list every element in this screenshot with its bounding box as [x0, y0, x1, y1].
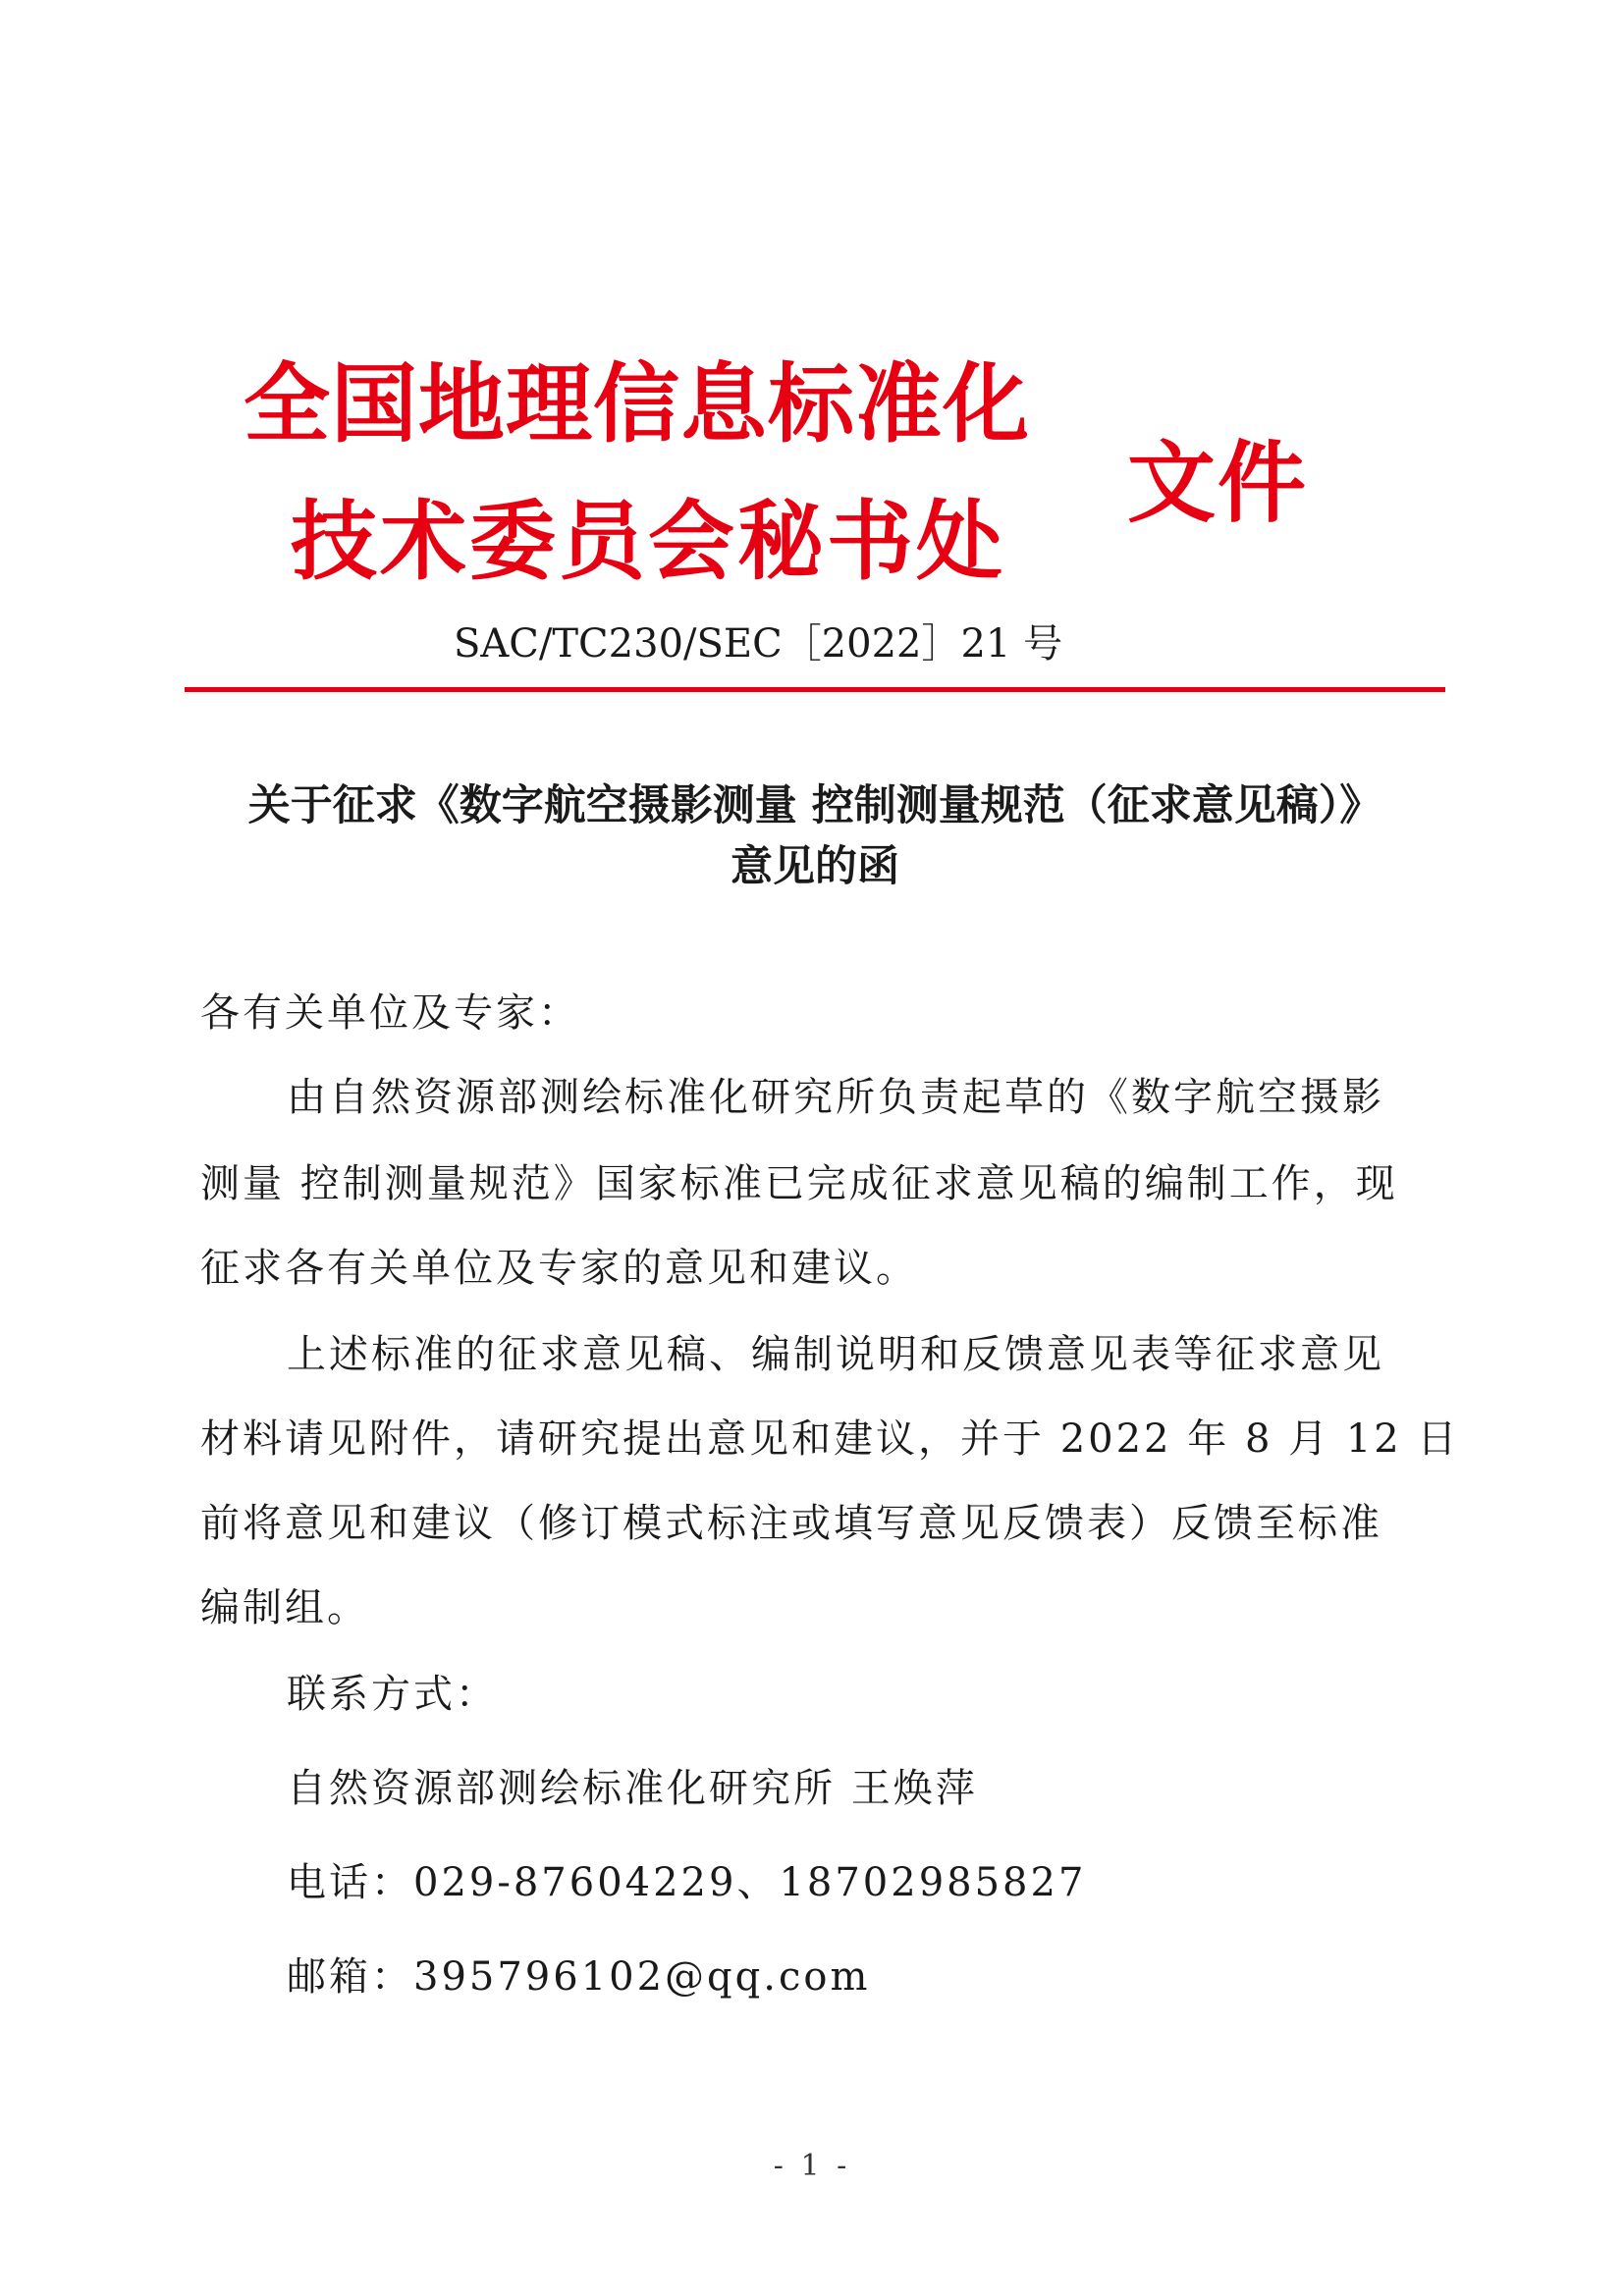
letterhead-line-2: 技术委员会秘书处 [291, 491, 1006, 592]
letterhead-suffix: 文件 [1127, 432, 1308, 535]
red-divider [185, 687, 1445, 692]
contact-email: 邮箱：395796102@qq.com [287, 1954, 871, 2000]
document-title-line-1: 关于征求《数字航空摄影测量 控制测量规范（征求意见稿）》 [247, 781, 1382, 830]
document-title-line-2: 意见的函 [731, 842, 899, 891]
page-number: - 1 - [773, 2149, 851, 2183]
contact-label: 联系方式： [287, 1672, 498, 1717]
paragraph-1-line-3: 征求各有关单位及专家的意见和建议。 [200, 1246, 918, 1291]
paragraph-1-line-2: 测量 控制测量规范》国家标准已完成征求意见稿的编制工作，现 [200, 1161, 1398, 1206]
paragraph-2-line-3: 前将意见和建议（修订模式标注或填写意见反馈表）反馈至标准 [200, 1501, 1382, 1546]
letterhead-line-1: 全国地理信息标准化 [244, 353, 1031, 454]
contact-phone: 电话：029-87604229、18702985827 [287, 1860, 1087, 1905]
contact-organization: 自然资源部测绘标准化研究所 王焕萍 [287, 1766, 978, 1811]
paragraph-1-line-1: 由自然资源部测绘标准化研究所负责起草的《数字航空摄影 [287, 1075, 1384, 1120]
paragraph-2-line-2: 材料请见附件，请研究提出意见和建议，并于 2022 年 8 月 12 日 [200, 1416, 1460, 1462]
salutation: 各有关单位及专家： [200, 990, 580, 1036]
paragraph-2-line-1: 上述标准的征求意见稿、编制说明和反馈意见表等征求意见 [287, 1332, 1384, 1377]
paragraph-2-line-4: 编制组。 [200, 1585, 369, 1630]
document-number: SAC/TC230/SEC［2022］21 号 [454, 621, 1063, 667]
